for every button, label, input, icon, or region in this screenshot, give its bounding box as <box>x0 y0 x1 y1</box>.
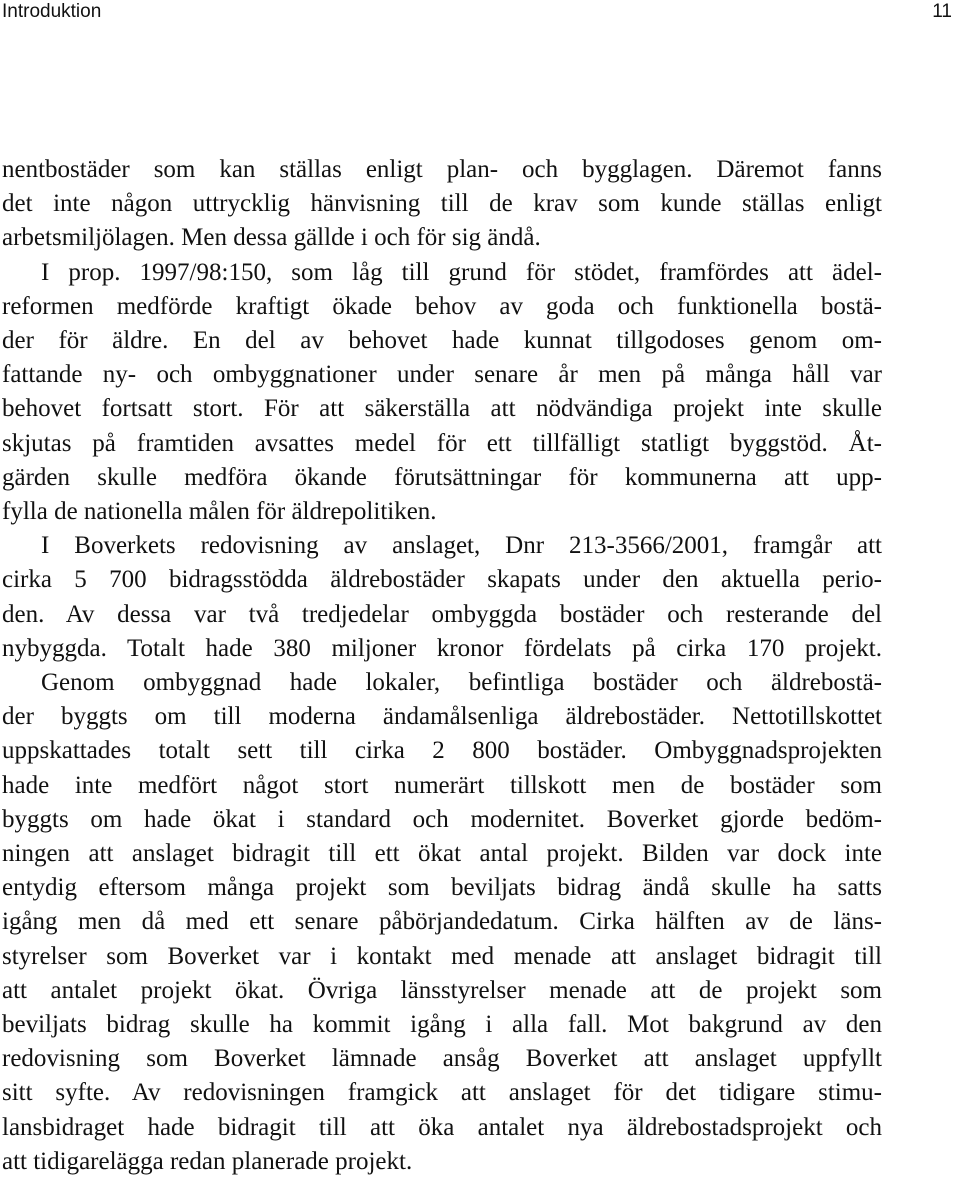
text-line: Genom ombyggnad hade lokaler, befintliga bostäder och äldrebostä- <box>41 669 882 697</box>
text-line: fattande ny- och ombyggnationer under senare år men på många håll var <box>2 361 882 389</box>
text-line: der för äldre. En del av behovet hade kunnat tillgodoses genom om- <box>2 327 882 355</box>
text-line: den. Av dessa var två tredjedelar ombyggda bostäder och resterande del <box>2 600 882 628</box>
page-number: 11 <box>932 1 952 22</box>
text-line: gärden skulle medföra ökande förutsättningar för kommunerna att upp- <box>2 463 882 491</box>
body-text <box>2 153 882 1179</box>
text-line: fylla de nationella målen för äldrepolitiken. <box>2 498 437 526</box>
text-line: igång men då med ett senare påbörjandedatum. Cirka hälften av de läns- <box>2 908 882 936</box>
text-line: entydig eftersom många projekt som beviljats bidrag ändå skulle ha satts <box>2 874 882 902</box>
text-line: behovet fortsatt stort. För att säkerställa att nödvändiga projekt inte skulle <box>2 395 882 423</box>
text-line: att tidigarelägga redan planerade projekt. <box>2 1147 413 1175</box>
text-line: lansbidraget hade bidragit till att öka antalet nya äldrebostadsprojekt och <box>2 1113 882 1141</box>
text-line: sitt syfte. Av redovisningen framgick att anslaget för det tidigare stimu- <box>2 1079 882 1107</box>
text-line: nybyggda. Totalt hade 380 miljoner kronor fördelats på cirka 170 projekt. <box>2 634 882 662</box>
text-line: skjutas på framtiden avsattes medel för ett tillfälligt statligt byggstöd. Åt- <box>2 429 882 457</box>
text-line: uppskattades totalt sett till cirka 2 800 bostäder. Ombyggnadsprojekten <box>2 737 882 765</box>
text-line: hade inte medfört något stort numerärt tillskott men de bostäder som <box>2 771 882 799</box>
text-line: redovisning som Boverket lämnade ansåg Boverket att anslaget uppfyllt <box>2 1045 882 1073</box>
section-title: Introduktion <box>2 1 102 22</box>
text-line: I prop. 1997/98:150, som låg till grund för stödet, framfördes att ädel- <box>41 258 882 286</box>
text-line: styrelser som Boverket var i kontakt med menade att anslaget bidragit till <box>2 942 882 970</box>
text-line: reformen medförde kraftigt ökade behov av goda och funktionella bostä- <box>2 292 882 320</box>
text-line: nentbostäder som kan ställas enligt plan- och bygglagen. Däremot fanns <box>2 156 882 183</box>
text-line: det inte någon uttrycklig hänvisning till de krav som kunde ställas enligt <box>2 190 882 218</box>
text-line: der byggts om till moderna ändamålsenliga äldrebostäder. Nettotillskottet <box>2 703 882 731</box>
text-line: ningen att anslaget bidragit till ett ökat antal projekt. Bilden var dock inte <box>2 840 882 868</box>
text-line: byggts om hade ökat i standard och modernitet. Boverket gjorde bedöm- <box>2 805 882 833</box>
text-line: beviljats bidrag skulle ha kommit igång i alla fall. Mot bakgrund av den <box>2 1011 882 1039</box>
running-header <box>0 0 960 24</box>
text-line: arbetsmiljölagen. Men dessa gällde i och för sig ändå. <box>2 224 541 252</box>
text-line: att antalet projekt ökat. Övriga länsstyrelser menade att de projekt som <box>2 976 882 1004</box>
text-line: cirka 5 700 bidragsstödda äldrebostäder skapats under den aktuella perio- <box>2 566 882 594</box>
text-line: I Boverkets redovisning av anslaget, Dnr 213-3566/2001, framgår att <box>41 532 882 560</box>
